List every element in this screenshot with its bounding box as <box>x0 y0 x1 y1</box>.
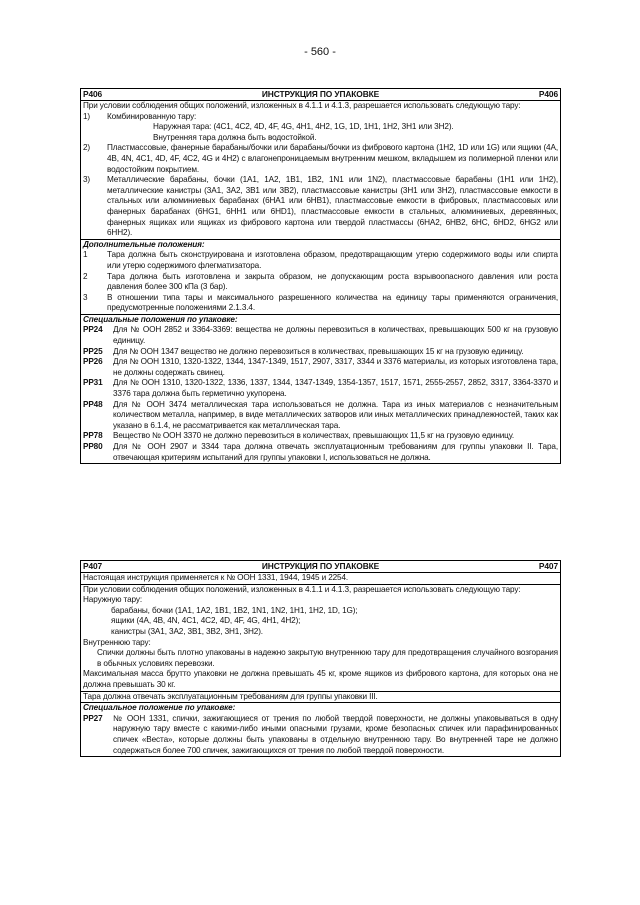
list-item: канистры (3A1, 3A2, 3B1, 3B2, 3H1, 3H2). <box>111 626 263 636</box>
p406-title: ИНСТРУКЦИЯ ПО УПАКОВКЕ <box>261 89 380 100</box>
packing-instruction-p407 <box>80 560 561 757</box>
list-item: Наружная тара: (4C1, 4C2, 4D, 4F, 4G, 4H1, 4H2, 1G, 1D, 1H1, 1H2, 3H1 или 3H2). <box>153 122 454 132</box>
list-item: ящики (4A, 4B, 4N, 4C1, 4C2, 4D, 4F, 4G, 4H1, 4H2); <box>111 616 301 626</box>
p407-title: ИНСТРУКЦИЯ ПО УПАКОВКЕ <box>261 561 380 572</box>
list-item: PP24 Для № ООН 2852 и 3364-3369: вещества не должны перевозиться в количествах, превышающих 500 кг на грузовую единицу. <box>83 325 558 346</box>
p406-code-left: P406 <box>83 89 103 100</box>
p407-code-left: P407 <box>83 561 103 572</box>
p406-header <box>81 89 560 101</box>
p406-code-right: P406 <box>538 89 558 100</box>
list-item: барабаны, бочки (1A1, 1A2, 1B1, 1B2, 1N1, 1N2, 1H1, 1H2, 1D, 1G); <box>111 605 358 615</box>
p406-special-section <box>81 315 560 463</box>
p406-additional-section <box>81 240 560 315</box>
page-number: - 560 - <box>304 46 336 58</box>
list-item: PP25 Для № ООН 1347 вещество не должно перевозиться в количествах, превышающих 15 кг на грузовую единицу. <box>83 346 524 356</box>
p406-packagings-section <box>81 101 560 240</box>
p406-intro: При условии соблюдения общих положений, изложенных в 4.1.1 и 4.1.3, разрешается использовать следующую тару: <box>83 101 521 110</box>
p407-scope: Настоящая инструкция применяется к № ООН 1331, 1944, 1945 и 2254. <box>83 573 349 582</box>
packing-instruction-p406 <box>80 88 561 464</box>
p407-outer-label: Наружную тару: <box>83 595 142 605</box>
list-item: 1) Комбинированную тару: <box>83 111 197 121</box>
p407-mass-text: Максимальная масса брутто упаковки не должна превышать 45 кг, кроме ящиков из фибрового картона, для которых она не должна превышать 30 кг. <box>83 669 558 689</box>
p407-special-section <box>81 703 560 756</box>
p407-group-section <box>81 692 560 704</box>
list-item: PP78 Вещество № ООН 3370 не должно перевозиться в количествах, превышающих 11,5 кг на грузовую единицу. <box>83 431 515 441</box>
list-item: Внутренняя тара должна быть водостойкой. <box>153 132 317 142</box>
list-item: PP27 № ООН 1331, спички, зажигающиеся от трения по любой твердой поверхности, не должны упаковываться в одну наружную тару вместе с какими-либо иными опасными грузами, кроме безопасных спичек или парафинированных спичек «Веста», которые должны быть упакованы в отдельную внутреннюю тару. Во внутренней таре не должно содержаться более 700 спичек, зажигающихся от трения по любой твердой поверхности. <box>83 713 558 755</box>
list-item: 2) Пластмассовые, фанерные барабаны/бочки или барабаны/бочки из фибрового картона (1H2, 1D или 1G) или ящики (4A, 4B, 4N, 4C1, 4D, 4F, 4C2, 4G и 4H2) с влагонепроницаемым внутренним мешком, вкладышем из полимерной пленки или водостойким покрытием. <box>83 143 558 174</box>
p407-intro: При условии соблюдения общих положений, изложенных в 4.1.1 и 4.1.3, разрешается использовать следующую тару: <box>83 584 521 594</box>
p407-inner-text: Спички должны быть плотно упакованы в надежно закрытую внутреннюю тару для предотвращения случайного возгорания в обычных условиях перевозки. <box>97 648 558 668</box>
p407-inner-label: Внутреннюю тару: <box>83 637 151 647</box>
p407-code-right: P407 <box>538 561 558 572</box>
p407-packagings-section <box>81 585 560 692</box>
section-title: Дополнительные положения: <box>83 239 205 249</box>
list-item: 2 Тара должна быть изготовлена и закрыта образом, не допускающим роста взрывоопасного давления или роста давления более 300 кПа (3 бар). <box>83 271 558 292</box>
list-item: 3) Металлические барабаны, бочки (1A1, 1A2, 1B1, 1B2, 1N1 или 1N2), пластмассовые барабаны (1H1 или 1H2), металлические канистры (3A1, 3A2, 3B1 или 3B2), пластмассовые канистры (3H1 или 3H2), пластмассовые емкости в стальных или алюминиевых барабанах (6HA1 или 6HB1), пластмассовые емкости в фибровых, пластмассовых или фанерных барабанах (6HG1, 6HH1 или 6HD1), пластмассовые емкости в стальных, алюминиевых, деревянных, фанерных ящиках или ящиках из фибрового картона или твердой пластмассы (6HA2, 6HB2, 6HC, 6HD2, 6HG2 или 6HH2). <box>83 175 558 238</box>
section-title: Специальное положение по упаковке: <box>83 703 236 713</box>
p407-scope-section <box>81 573 560 585</box>
list-item: PP26 Для № ООН 1310, 1320-1322, 1344, 1347-1349, 1517, 2907, 3317, 3344 и 3376 материалы, из которых изготовлена тара, не должны содержать свинец. <box>83 357 558 377</box>
p407-header <box>81 561 560 573</box>
list-item: PP48 Для № ООН 3474 металлическая тара использоваться не должна. Тара из иных материалов с незначительным количеством металла, например, в виде металлических затворов или иных металлических принадлежностей, таких как указано в 6.1.4, не рассматривается как металлическая тара. <box>83 399 558 430</box>
p407-group-text: Тара должна отвечать эксплуатационным требованиям для группы упаковки III. <box>83 691 378 701</box>
list-item: 3 В отношении типа тары и максимального разрешенного количества на единицу тары применяются ограничения, предусмотренные положениями 2.1.3.4. <box>83 292 558 313</box>
section-title: Специальные положения по упаковке: <box>83 314 238 324</box>
list-item: 1 Тара должна быть сконструирована и изготовлена образом, предотвращающим утерю содержимого воды или спирта или утерю содержимого флегматизатора. <box>83 250 558 270</box>
list-item: PP80 Для № ООН 2907 и 3344 тара должна отвечать эксплуатационным требованиям для группы упаковки II. Тара, отвечающая критериям испытаний для группы упаковки I, использоваться не должна. <box>83 442 558 462</box>
list-item: PP31 Для № ООН 1310, 1320-1322, 1336, 1337, 1344, 1347-1349, 1354-1357, 1517, 1571, 2555-2557, 2852, 3317, 3364-3370 и 3376 тара должна быть герметично укупорена. <box>83 378 558 399</box>
